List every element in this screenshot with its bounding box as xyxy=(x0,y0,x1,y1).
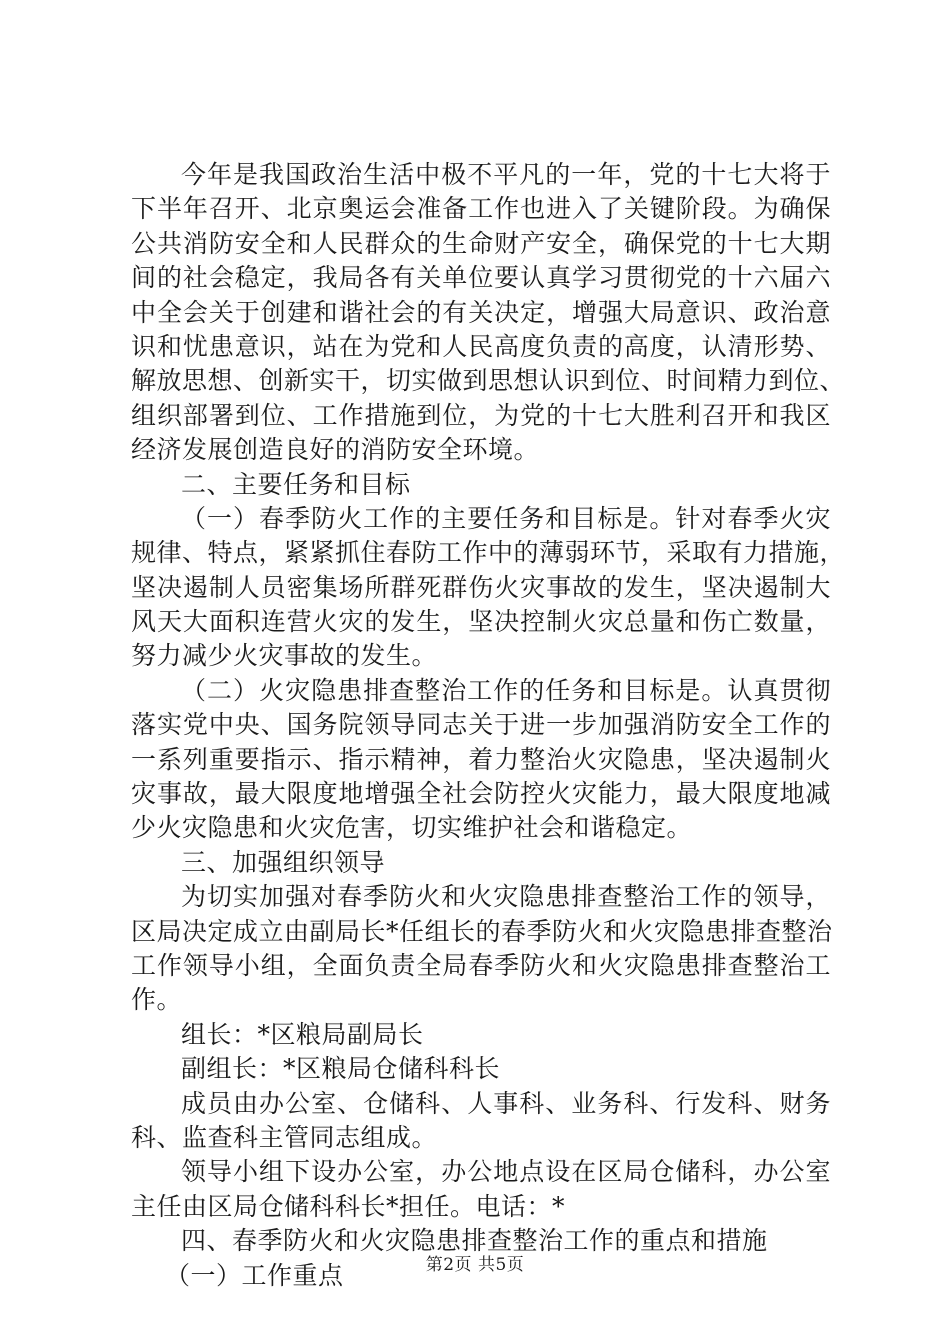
text-line: 中全会关于创建和谐社会的有关决定，增强大局意识、政治意 xyxy=(131,297,831,327)
text-line: 三、加强组织领导 xyxy=(181,847,386,877)
document-body xyxy=(131,158,846,1293)
text-line: 成员由办公室、仓储科、人事科、业务科、行发科、财务 xyxy=(181,1088,831,1118)
text-line: 主任由区局仓储科科长*担任。电话：* xyxy=(131,1191,566,1221)
text-line: 规律、特点，紧紧抓住春防工作中的薄弱环节，采取有力措施， xyxy=(131,538,846,568)
text-line: 下半年召开、北京奥运会准备工作也进入了关键阶段。为确保 xyxy=(131,194,831,224)
text-line: 二、主要任务和目标 xyxy=(181,469,411,499)
text-line: 风天大面积连营火灾的发生，坚决控制火灾总量和伤亡数量， xyxy=(131,607,831,637)
text-line: 工作领导小组，全面负责全局春季防火和火灾隐患排查整治工 xyxy=(131,950,831,980)
text-line: 经济发展创造良好的消防安全环境。 xyxy=(131,435,540,465)
text-line: 一系列重要指示、指示精神，着力整治火灾隐患，坚决遏制火 xyxy=(131,744,831,774)
text-line: 公共消防安全和人民群众的生命财产安全，确保党的十七大期 xyxy=(131,228,831,258)
text-line: 今年是我国政治生活中极不平凡的一年，党的十七大将于 xyxy=(181,160,831,189)
text-line: 坚决遏制人员密集场所群死群伤火灾事故的发生，坚决遏制大 xyxy=(131,572,831,602)
text-line: 区局决定成立由副局长*任组长的春季防火和火灾隐患排查整治 xyxy=(131,916,833,946)
text-line: 解放思想、创新实干，切实做到思想认识到位、时间精力到位、 xyxy=(131,366,846,396)
text-line: 副组长：*区粮局仓储科科长 xyxy=(181,1054,501,1084)
text-line: 科、监查科主管同志组成。 xyxy=(131,1122,438,1152)
text-line: 领导小组下设办公室，办公地点设在区局仓储科，办公室 xyxy=(181,1157,831,1187)
text-line: 识和忧患意识，站在为党和人民高度负责的高度，认清形势、 xyxy=(131,331,831,361)
text-line: （二）火灾隐患排查整治工作的任务和目标是。认真贯彻 xyxy=(181,675,831,705)
text-line: 间的社会稳定，我局各有关单位要认真学习贯彻党的十六届六 xyxy=(131,263,831,293)
text-line: （一）春季防火工作的主要任务和目标是。针对春季火灾 xyxy=(181,503,831,533)
page-footer: 第2页 共5页 xyxy=(425,1255,525,1275)
text-line: 努力减少火灾事故的发生。 xyxy=(131,641,438,671)
text-line: 作。 xyxy=(131,985,183,1015)
text-line: 少火灾隐患和火灾危害，切实维护社会和谐稳定。 xyxy=(131,813,693,843)
text-line: 灾事故，最大限度地增强全社会防控火灾能力，最大限度地减 xyxy=(131,779,831,809)
text-line: （一）工作重点 xyxy=(165,1260,344,1290)
text-line: 为切实加强对春季防火和火灾隐患排查整治工作的领导， xyxy=(181,882,831,912)
text-line: 组织部署到位、工作措施到位，为党的十七大胜利召开和我区 xyxy=(131,400,831,430)
text-line: 组长：*区粮局副局长 xyxy=(181,1019,424,1049)
text-line: 落实党中央、国务院领导同志关于进一步加强消防安全工作的 xyxy=(131,710,831,740)
text-line: 四、春季防火和火灾隐患排查整治工作的重点和措施 xyxy=(181,1226,768,1256)
